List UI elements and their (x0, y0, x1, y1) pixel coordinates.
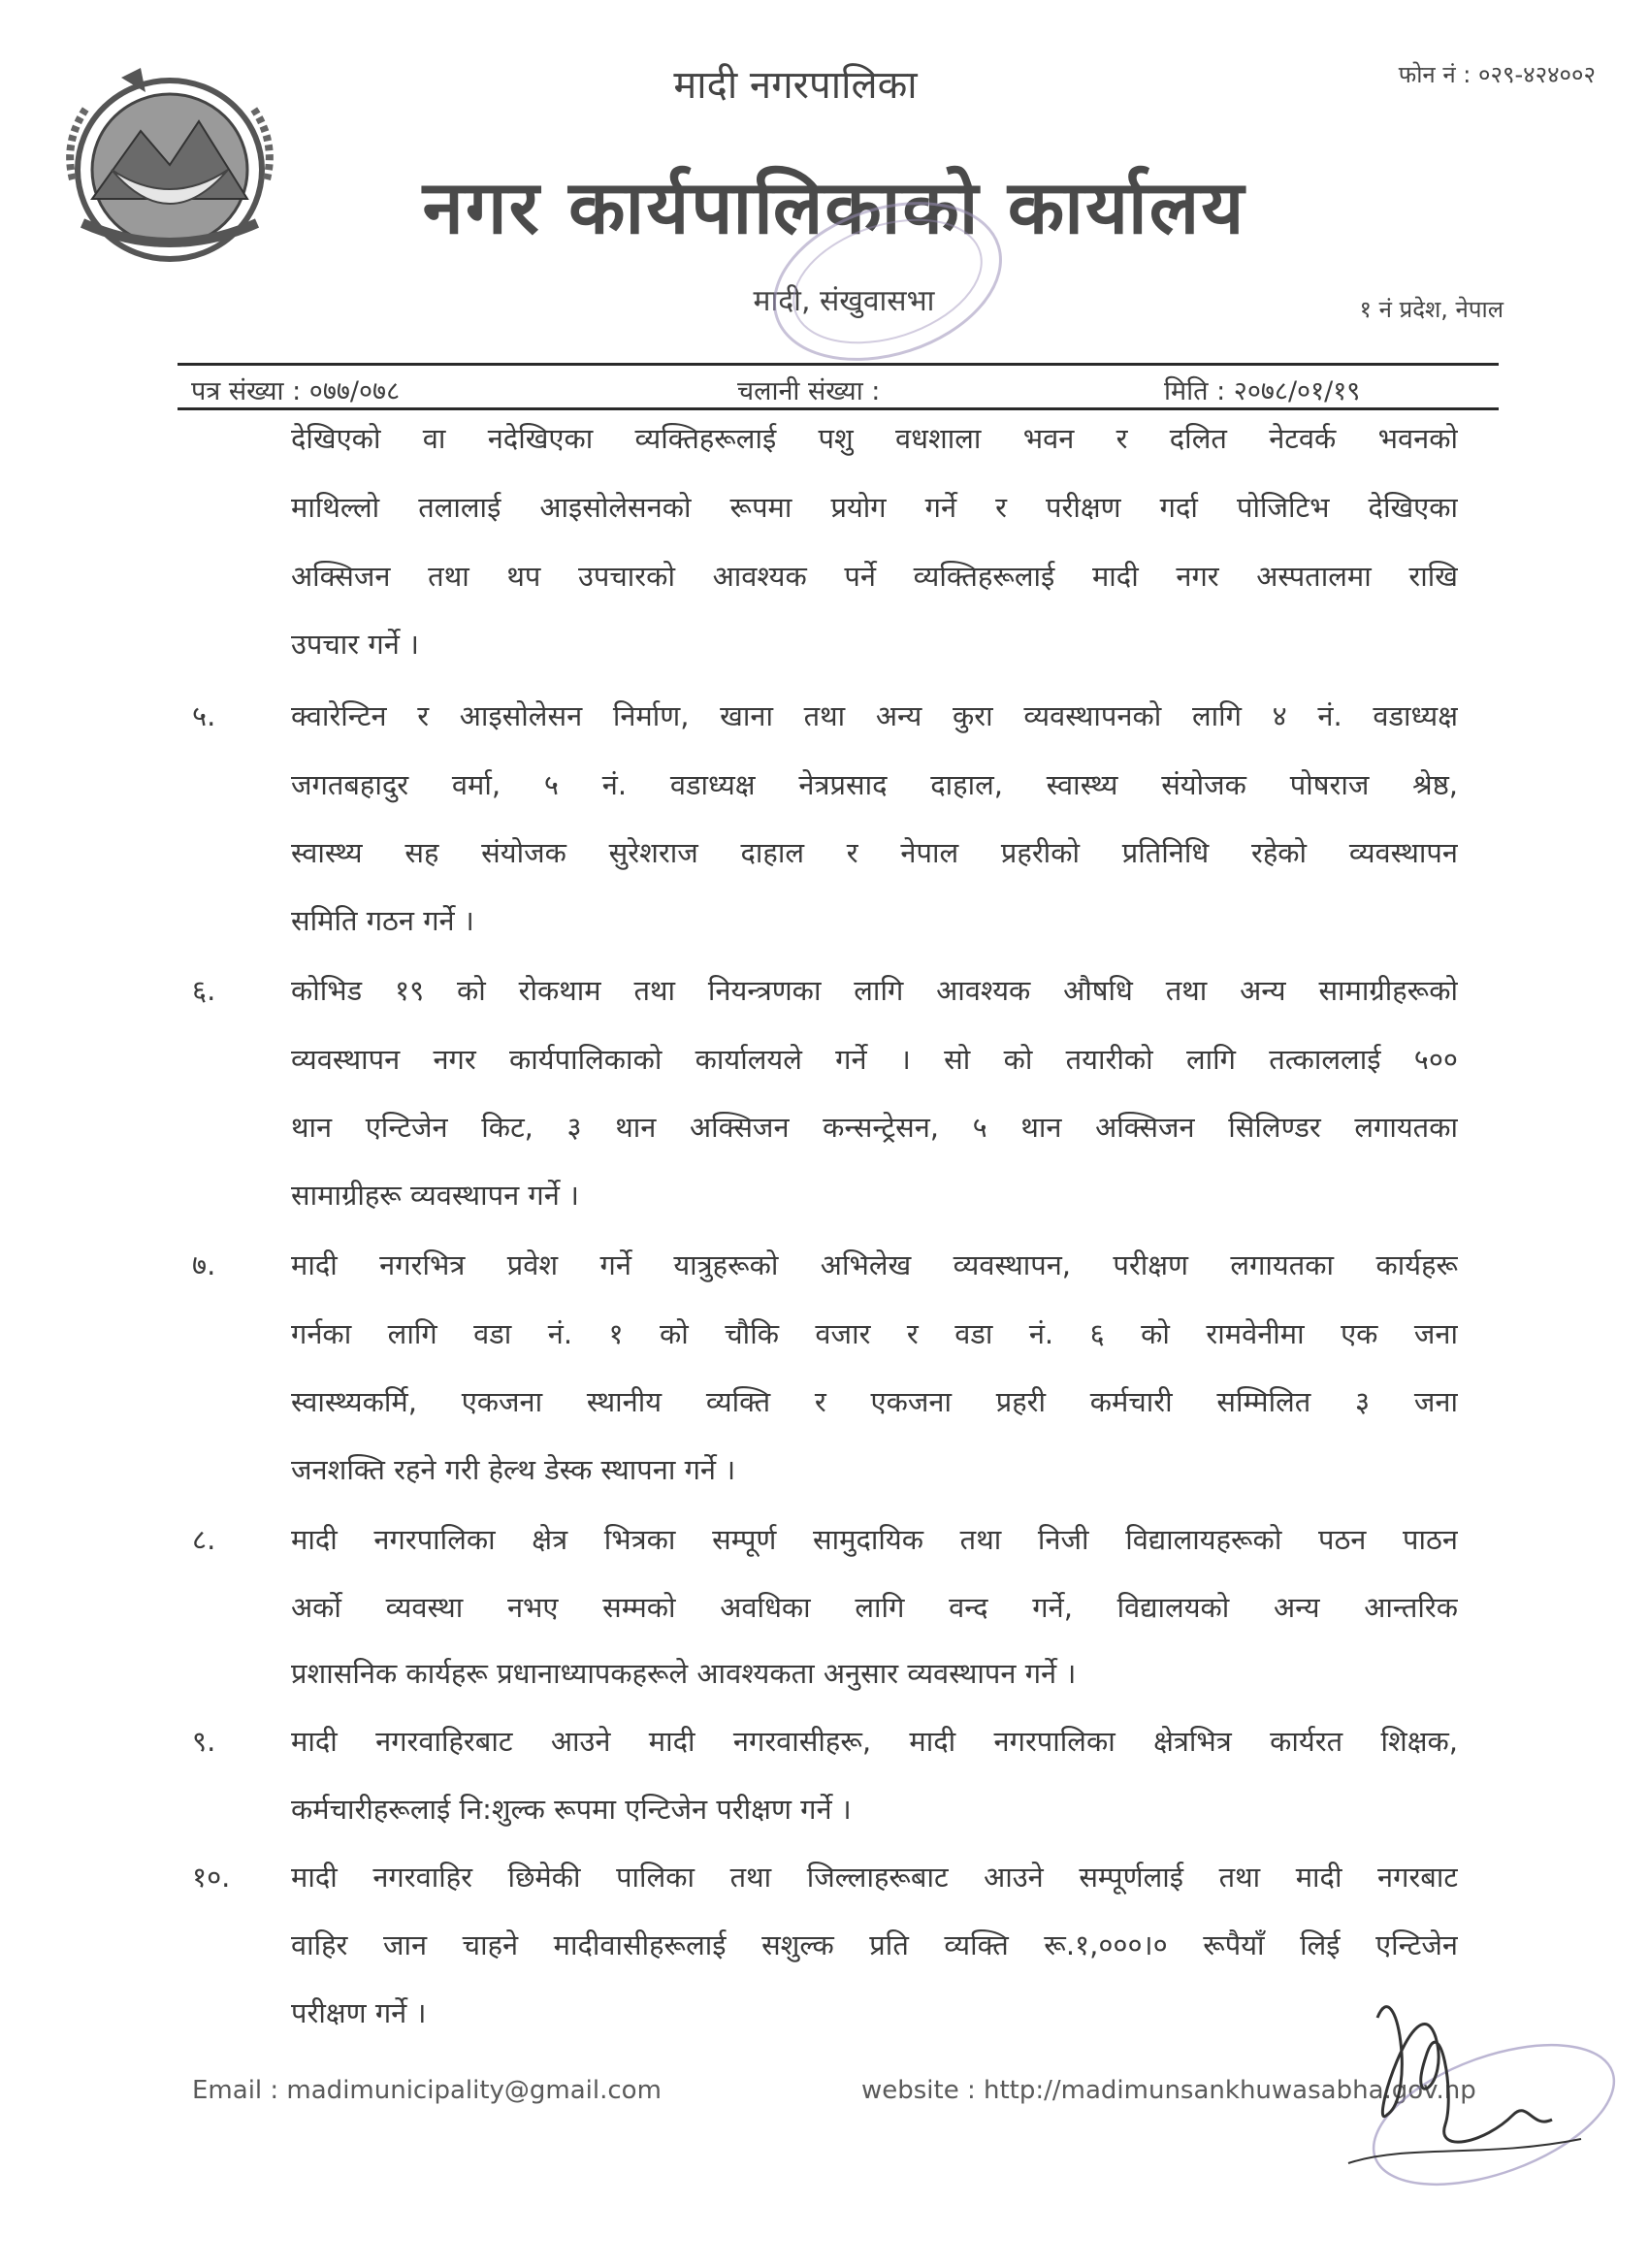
body-line: समिति गठन गर्ने । (291, 904, 474, 937)
dispatch-number: चलानी संख्या : (737, 376, 881, 406)
body-line: क्वारेन्टिन र आइसोलेसन निर्माण, खाना तथा अन्य कुरा व्यवस्थापनको लागि ४ नं. वडाध्यक्ष (291, 699, 1458, 732)
body-line: कोभिड १९ को रोकथाम तथा नियन्त्रणका लागि आवश्यक औषधि तथा अन्य सामाग्रीहरूको (291, 974, 1458, 1007)
body-line: मादी नगरवाहिर छिमेकी पालिका तथा जिल्लाहरूबाट आउने सम्पूर्णलाई तथा मादी नगरबाट (291, 1861, 1458, 1894)
body-line: वाहिर जान चाहने मादीवासीहरूलाई सशुल्क प्रति व्यक्ति रू.१,०००।० रूपैयाँ लिई एन्टिजेन (291, 1928, 1458, 1961)
signature-icon (1290, 1950, 1620, 2241)
footer-email: Email : madimunicipality@gmail.com (192, 2076, 662, 2105)
item-number: ६. (192, 974, 216, 1007)
body-line: परीक्षण गर्ने । (291, 1996, 427, 2029)
body-line: व्यवस्थापन नगर कार्यपालिकाको कार्यालयले गर्ने । सो को तयारीको लागि तत्काललाई ५०० (291, 1043, 1458, 1076)
body-line: उपचार गर्ने । (291, 628, 420, 661)
body-line: कर्मचारीहरूलाई नि:शुल्क रूपमा एन्टिजेन परीक्षण गर्ने । (291, 1793, 852, 1826)
body-line: सामाग्रीहरू व्यवस्थापन गर्ने । (291, 1179, 580, 1212)
body-line: प्रशासनिक कार्यहरू प्रधानाध्यापकहरूले आवश्यकता अनुसार व्यवस्थापन गर्ने । (291, 1657, 1077, 1690)
body-line: स्वास्थ्यकर्मि, एकजना स्थानीय व्यक्ति र एकजना प्रहरी कर्मचारी सम्मिलित ३ जना (291, 1385, 1458, 1418)
province: १ नं प्रदेश, नेपाल (1359, 296, 1504, 323)
body-line: जगतबहादुर वर्मा, ५ नं. वडाध्यक्ष नेत्रप्रसाद दाहाल, स्वास्थ्य संयोजक पोषराज श्रेष्ठ, (291, 768, 1458, 801)
office-title: नगर कार्यपालिकाको कार्यालय (422, 164, 1246, 250)
address: मादी, संखुवासभा (753, 284, 935, 318)
body-line: देखिएको वा नदेखिएका व्यक्तिहरूलाई पशु वधशाला भवन र दलित नेटवर्क भवनको (291, 422, 1458, 455)
body-line: थान एन्टिजेन किट, ३ थान अक्सिजन कन्सन्ट्रेसन, ५ थान अक्सिजन सिलिण्डर लगायतका (291, 1111, 1458, 1144)
body-line: अक्सिजन तथा थप उपचारको आवश्यक पर्ने व्यक्तिहरूलाई मादी नगर अस्पतालमा राखि (291, 560, 1458, 593)
footer-website: website : http://madimunsankhuwasabha.gov.np (861, 2076, 1476, 2105)
item-number: ७. (192, 1248, 216, 1281)
item-number: ९. (192, 1725, 216, 1758)
phone-number: फोन नं : ०२९-४२४००२ (1398, 61, 1596, 88)
letter-date: मिति : २०७८/०१/१९ (1164, 376, 1361, 406)
body-line: मादी नगरवाहिरबाट आउने मादी नगरवासीहरू, मादी नगरपालिका क्षेत्रभित्र कार्यरत शिक्षक, (291, 1725, 1458, 1758)
item-number: १०. (192, 1861, 231, 1894)
body-line: अर्को व्यवस्था नभए सम्मको अवधिका लागि वन्द गर्ने, विद्यालयको अन्य आन्तरिक (291, 1591, 1458, 1624)
municipality-name: मादी नगरपालिका (673, 63, 918, 108)
item-number: ५. (192, 699, 216, 732)
body-line: जनशक्ति रहने गरी हेल्थ डेस्क स्थापना गर्ने । (291, 1453, 736, 1486)
body-line: गर्नका लागि वडा नं. १ को चौकि वजार र वडा नं. ६ को रामवेनीमा एक जना (291, 1317, 1458, 1350)
letter-number: पत्र संख्या : ०७७/०७८ (191, 376, 401, 406)
body-line: मादी नगरपालिका क्षेत्र भित्रका सम्पूर्ण सामुदायिक तथा निजी विद्यालायहरूको पठन पाठन (291, 1523, 1458, 1556)
body-line: माथिल्लो तलालाई आइसोलेसनको रूपमा प्रयोग गर्ने र परीक्षण गर्दा पोजिटिभ देखिएका (291, 491, 1458, 524)
item-number: ८. (192, 1523, 216, 1556)
body-line: मादी नगरभित्र प्रवेश गर्ने यात्रुहरूको अभिलेख व्यवस्थापन, परीक्षण लगायतका कार्यहरू (291, 1248, 1458, 1281)
body-line: स्वास्थ्य सह संयोजक सुरेशराज दाहाल र नेपाल प्रहरीको प्रतिनिधि रहेको व्यवस्थापन (291, 836, 1458, 869)
